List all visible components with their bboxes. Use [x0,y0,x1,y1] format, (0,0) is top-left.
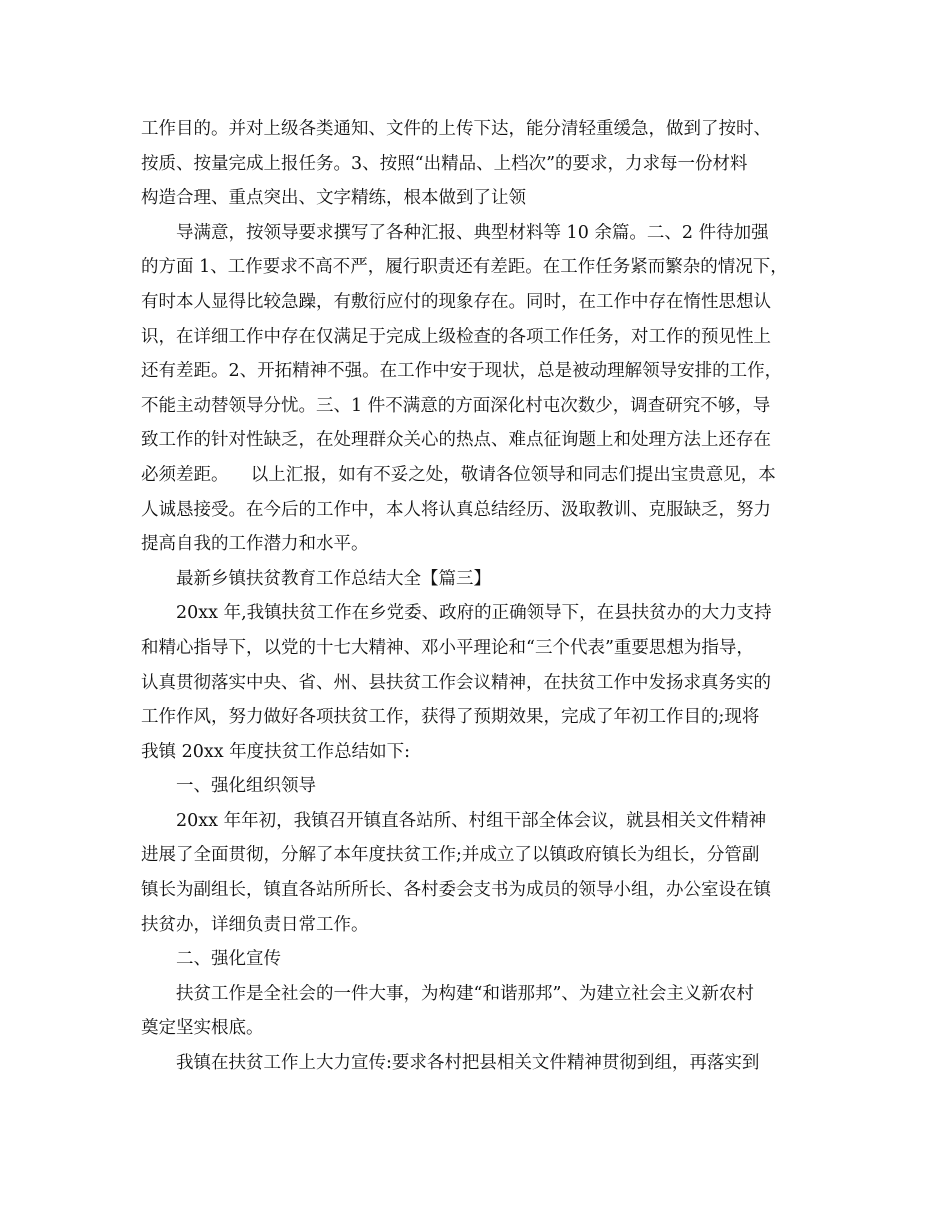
text-line: 工作作风，努力做好各项扶贫工作，获得了预期效果，完成了年初工作目的;现将 [141,707,760,728]
text-line: 工作目的。并对上级各类通知、文件的上传下达，能分清轻重缓急，做到了按时、 [141,119,771,139]
subheading: 二、强化宣传 [176,949,281,970]
text-line: 必须差距。 以上汇报，如有不妥之处，敬请各位领导和同志们提出宝贵意见，本 [141,464,776,485]
text-line: 不能主动替领导分忧。三、1 件不满意的方面深化村屯次数少，调查研究不够，导 [141,395,771,416]
text-line: 镇长为副组长，镇直各站所所长、各村委会支书为成员的领导小组，办公室设在镇 [141,880,771,901]
document-body [141,112,823,1081]
text-line: 构造合理、重点突出、文字精练，根本做到了让领 [141,188,526,209]
paragraph-start-line: 我镇在扶贫工作上大力宣传:要求各村把县相关文件精神贯彻到组，再落实到 [176,1053,760,1074]
text-line: 的方面 1、工作要求不高不严，履行职责还有差距。在工作任务紧而繁杂的情况下， [141,257,788,278]
text-line: 有时本人显得比较急躁，有敷衍应付的现象存在。同时，在工作中存在惰性思想认 [141,291,771,312]
text-line: 人诚恳接受。在今后的工作中，本人将认真总结经历、汲取教训、克服缺乏，努力 [141,499,771,520]
text-line: 我镇 20xx 年度扶贫工作总结如下: [141,741,411,762]
text-line: 按质、按量完成上报任务。3、按照“出精品、上档次”的要求，力求每一份材料 [141,153,748,174]
subheading: 一、强化组织领导 [176,776,316,797]
text-line: 还有差距。2、开拓精神不强。在工作中安于现状，总是被动理解领导安排的工作， [141,361,783,382]
section-title: 最新乡镇扶贫教育工作总结大全【篇三】 [176,568,491,589]
text-line: 认真贯彻落实中央、省、州、县扶贫工作会议精神，在扶贫工作中发扬求真务实的 [141,672,771,693]
text-line: 进展了全面贯彻，分解了本年度扶贫工作;并成立了以镇政府镇长为组长，分管副 [141,845,760,866]
paragraph-start-line: 扶贫工作是全社会的一件大事，为构建“和谐那邦”、为建立社会主义新农村 [176,983,754,1004]
text-line: 扶贫办，详细负责日常工作。 [141,914,369,935]
paragraph-start-line: 20xx 年,我镇扶贫工作在乡党委、政府的正确领导下，在县扶贫办的大力支持 [176,603,772,624]
paragraph-start-line: 导满意，按领导要求撰写了各种汇报、典型材料等 10 余篇。二、2 件待加强 [176,222,769,243]
text-line: 致工作的针对性缺乏，在处理群众关心的热点、难点征询题上和处理方法上还存在 [141,430,771,451]
text-line: 奠定坚实根底。 [141,1018,264,1039]
text-line: 识，在详细工作中存在仅满足于完成上级检查的各项工作任务，对工作的预见性上 [141,326,771,347]
text-line: 和精心指导下，以党的十七大精神、邓小平理论和“三个代表”重要思想为指导， [141,637,754,658]
text-line: 提高自我的工作潜力和水平。 [141,534,369,555]
paragraph-start-line: 20xx 年年初，我镇召开镇直各站所、村组干部全体会议，就县相关文件精神 [176,810,767,831]
